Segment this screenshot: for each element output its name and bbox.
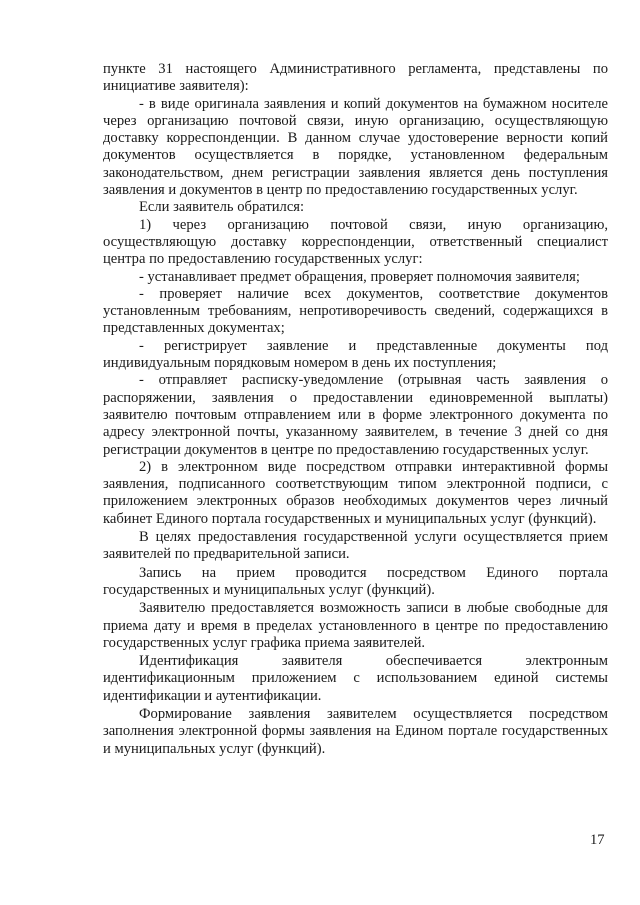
list-item-establish-subject: - устанавливает предмет обращения, проверяет полномочия заявителя;: [139, 268, 580, 285]
paragraph-application-form: Формирование заявления заявителем осуществляется посредством заполнения электронной формы заявления на Едином портале государственных и муниципальных услуг (функций).: [103, 705, 608, 757]
paragraph-appointment-portal: Запись на прием проводится посредством Единого портала государственных и муниципальных услуг (функций).: [103, 564, 608, 598]
paragraph-continuation: пункте 31 настоящего Административного регламента, представлены по инициативе заявителя):: [103, 61, 608, 95]
paragraph-appointment-time: Заявителю предоставляется возможность записи в любые свободные для приема дату и время в пределах установленного в центре по предоставлению государственных услуг графика приема заявителей.: [103, 600, 608, 651]
list-item-send-receipt: - отправляет расписку-уведомление (отрывная часть заявления о распоряжении, заявления о предоставлении единовременной выплаты) заявителю почтовым отправлением или в форме электронного документа по адресу электронной почты, указанному заявителем, в течение 3 дней со дня регистрации документов в центре по предоставлению государственных услуг.: [103, 372, 608, 458]
page-number: 17: [590, 832, 605, 848]
paragraph-appointment-reception: В целях предоставления государственной услуги осуществляется прием заявителей по предварительной записи.: [103, 529, 608, 563]
paragraph-postal-route: 1) через организацию почтовой связи, иную организацию, осуществляющую доставку корреспонденции, ответственный специалист центра по предоставлению государственных услуг:: [103, 216, 608, 268]
document-body: [103, 61, 608, 758]
list-item-check-documents: - проверяет наличие всех документов, соответствие документов установленным требованиям, непротиворечивость сведений, содержащихся в представленных документах;: [103, 285, 608, 337]
paragraph-identification: Идентификация заявителя обеспечивается электронным идентификационным приложением с использованием единой системы идентификации и аутентификации.: [103, 653, 608, 704]
paragraph-if-applicant: Если заявитель обратился:: [139, 199, 305, 216]
list-item-register-application: - регистрирует заявление и представленные документы под индивидуальным порядковым номером в день их поступления;: [103, 337, 608, 372]
paragraph-paper-submission: - в виде оригинала заявления и копий документов на бумажном носителе через организацию почтовой связи, иную организацию, осуществляющую доставку корреспонденции. В данном случае удостоверение верности копий документов осуществляется в порядке, установленном федеральным законодательством, днем регистрации заявления является день поступления заявления и документов в центр по предоставлению государственных услуг.: [103, 95, 608, 199]
paragraph-electronic-route: 2) в электронном виде посредством отправки интерактивной формы заявления, подписанного соответствующим типом электронной подписи, с приложением электронных образов необходимых документов через личный кабинет Единого портала государственных и муниципальных услуг (функций).: [103, 458, 608, 527]
